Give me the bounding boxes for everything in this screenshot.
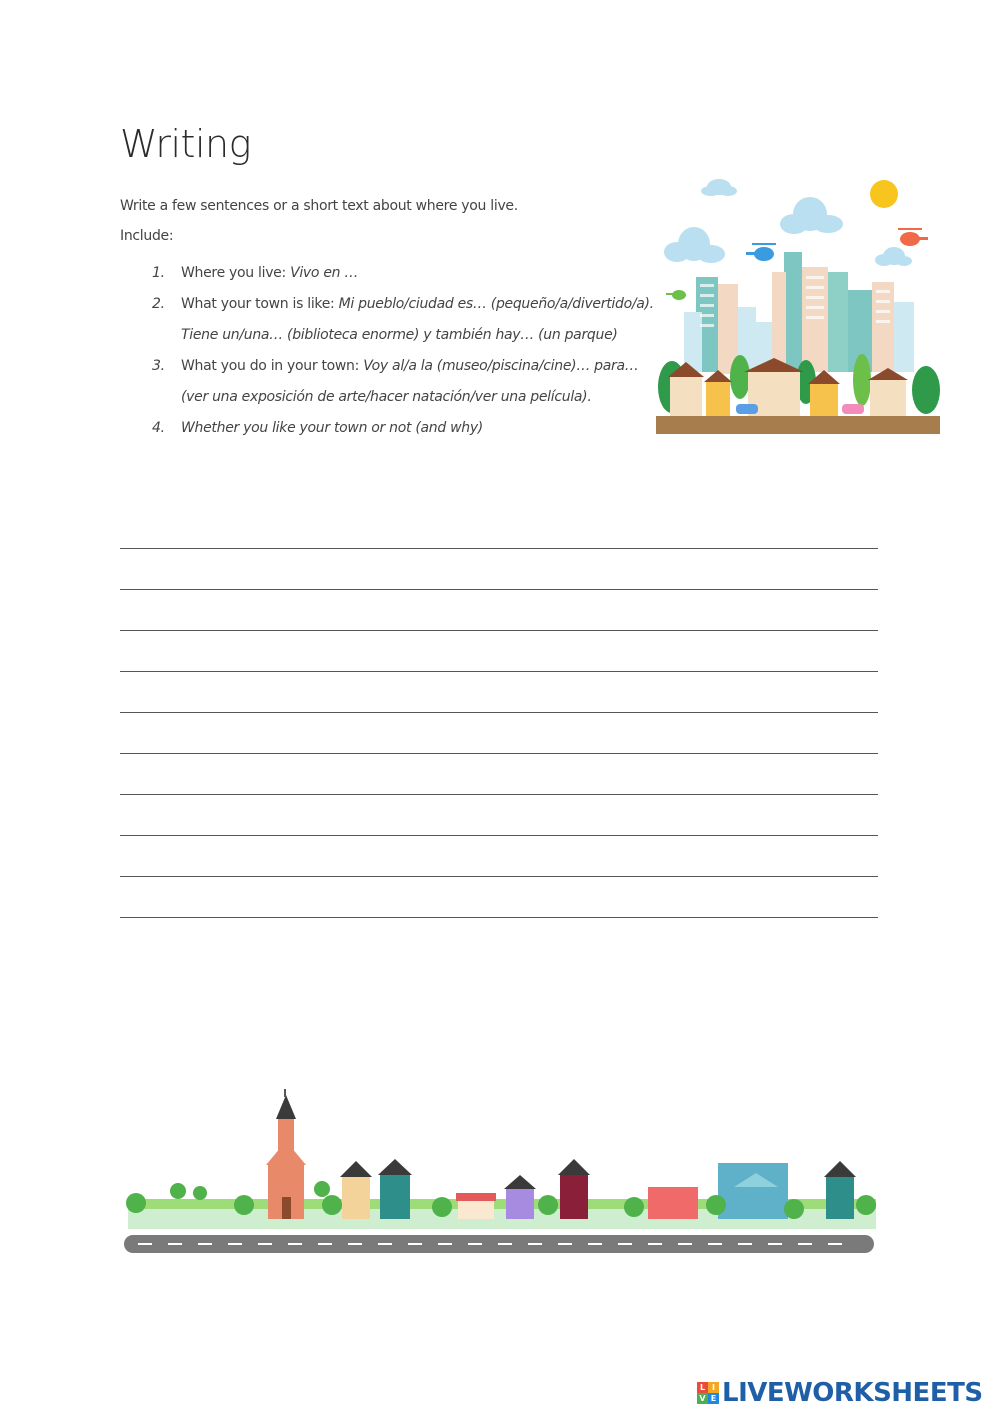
brand-name: LIVEWORKSHEETS [722, 1378, 983, 1408]
city-skyline-illustration [656, 172, 940, 434]
item-number: 1. [152, 265, 165, 281]
intro-text: Write a few sentences or a short text about where you live. [120, 198, 518, 214]
item-number: 4. [152, 420, 165, 436]
writing-line[interactable] [120, 549, 878, 590]
item-prompt: Where you live: [181, 265, 291, 281]
list-item [150, 258, 670, 289]
writing-lines [120, 548, 878, 918]
list-item [150, 289, 670, 320]
page-title: Writing [120, 122, 251, 166]
writing-line[interactable] [120, 713, 878, 754]
item-continuation: (ver una exposición de arte/hacer natación/ver una película). [181, 389, 592, 405]
writing-line[interactable] [120, 590, 878, 631]
liveworksheets-logo [697, 1378, 983, 1408]
town-street-illustration [118, 1085, 880, 1257]
writing-line[interactable] [120, 836, 878, 877]
liveworksheets-logo-icon: L I V E [697, 1382, 719, 1404]
item-continuation: Tiene un/una… (biblioteca enorme) y también hay… (un parque) [181, 327, 618, 343]
item-number: 2. [152, 296, 165, 312]
list-item [150, 351, 670, 382]
include-label: Include: [120, 228, 174, 244]
item-example: Mi pueblo/ciudad es… (pequeño/a/divertido/a). [338, 296, 654, 312]
writing-line[interactable] [120, 631, 878, 672]
item-example: Vivo en … [290, 265, 359, 281]
item-example: Whether you like your town or not (and why) [181, 420, 483, 436]
instruction-list [150, 258, 670, 444]
list-item [150, 413, 670, 444]
writing-line[interactable] [120, 795, 878, 836]
writing-line[interactable] [120, 672, 878, 713]
writing-line[interactable] [120, 754, 878, 795]
writing-line[interactable] [120, 877, 878, 918]
item-number: 3. [152, 358, 165, 374]
item-prompt: What you do in your town: [181, 358, 364, 374]
item-prompt: What your town is like: [181, 296, 339, 312]
item-example: Voy al/a la (museo/piscina/cine)… para… [363, 358, 639, 374]
